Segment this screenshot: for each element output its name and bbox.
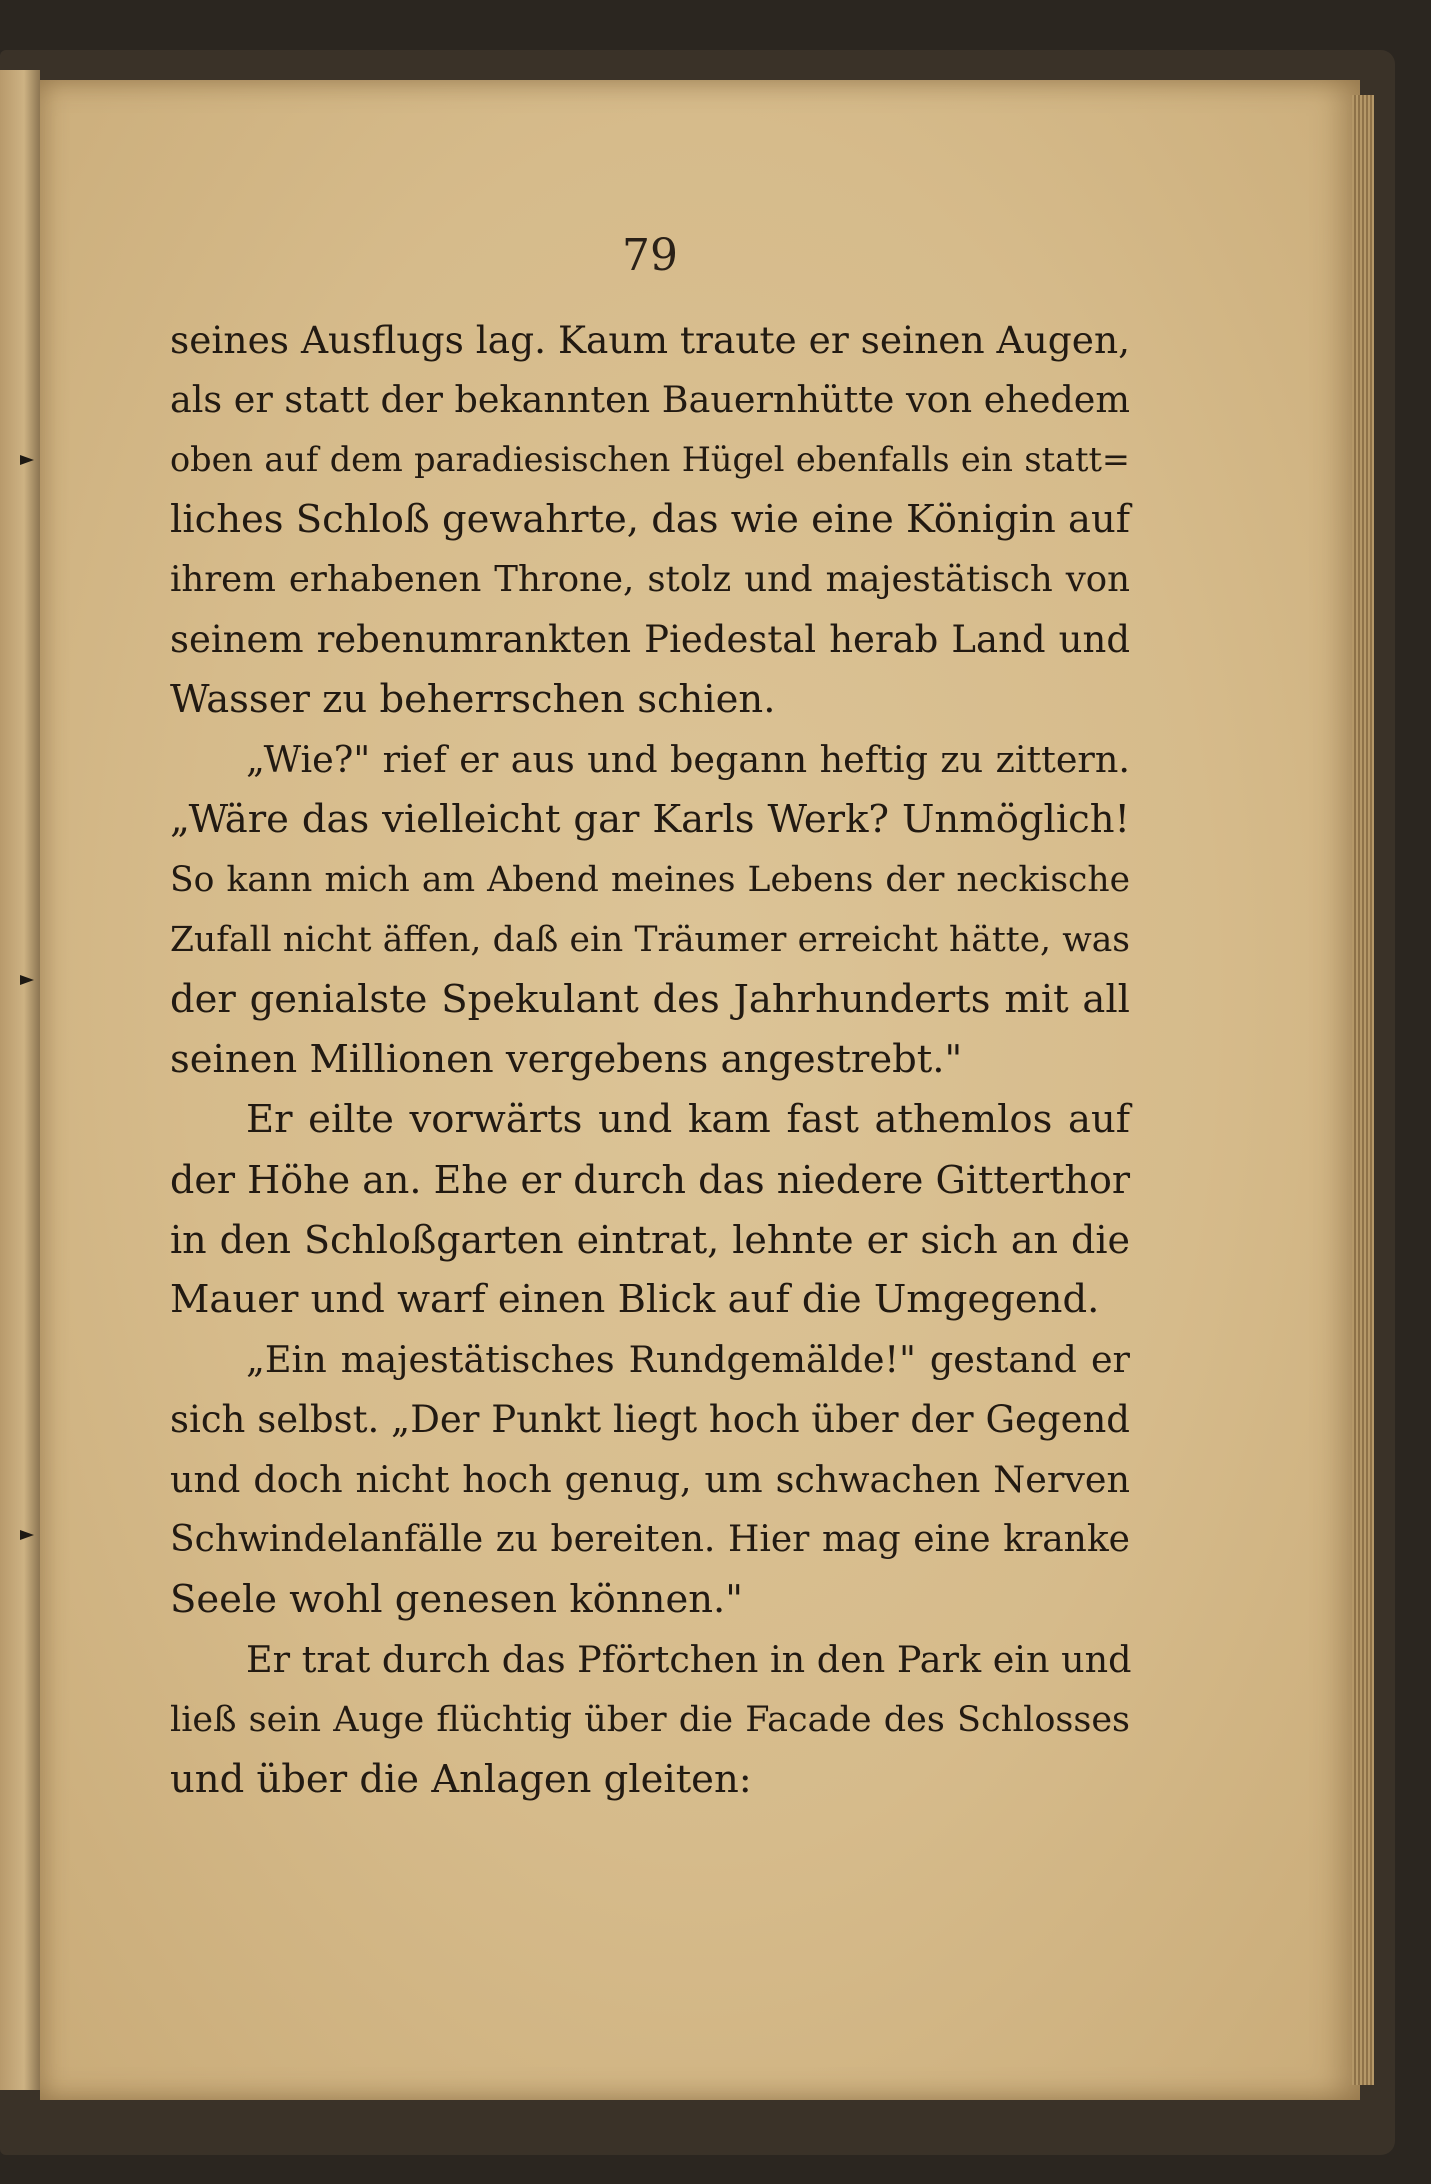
- text-line: Er trat durch das Pförtchen in den Park ein und: [246, 1638, 1132, 1681]
- text-line: seines Ausflugs lag. Kaum traute er seinen Augen,: [170, 318, 1131, 362]
- text-line: in den Schloßgarten eintrat, lehnte er sich an die: [170, 1218, 1130, 1262]
- text-line: sich selbst. „Der Punkt liegt hoch über der Gegend: [170, 1398, 1130, 1441]
- page-text: [170, 310, 1130, 1810]
- text-line: oben auf dem paradiesischen Hügel ebenfalls ein statt=: [170, 440, 1130, 479]
- text-line: als er statt der bekannten Bauernhütte von ehedem: [170, 378, 1130, 421]
- left-page-edge: [0, 70, 40, 2090]
- text-line: Er eilte vorwärts und kam fast athemlos auf: [246, 1097, 1130, 1142]
- text-line: „Ein majestätisches Rundgemälde!" gestand er: [246, 1338, 1130, 1381]
- text-line: ihrem erhabenen Throne, stolz und majestätisch von: [170, 559, 1130, 600]
- text-line: „Wie?" rief er aus und begann heftig zu zittern.: [246, 738, 1130, 781]
- text-line: der genialste Spekulant des Jahrhunderts mit all: [170, 977, 1130, 1022]
- text-line: „Wäre das vielleicht gar Karls Werk? Unmöglich!: [170, 797, 1130, 842]
- text-line: seinen Millionen vergebens angestrebt.": [170, 1037, 963, 1082]
- text-line: liches Schloß gewahrte, das wie eine Königin auf: [170, 497, 1131, 542]
- text-line: So kann mich am Abend meines Lebens der neckische: [170, 860, 1130, 900]
- text-line: Zufall nicht äffen, daß ein Träumer erreicht hätte, was: [170, 920, 1130, 960]
- text-line: Seele wohl genesen können.": [170, 1577, 743, 1622]
- text-line: Mauer und warf einen Blick auf die Umgegend.: [170, 1277, 1100, 1322]
- text-line: der Höhe an. Ehe er durch das niedere Gitterthor: [170, 1158, 1130, 1202]
- text-line: Schwindelanfälle zu bereiten. Hier mag eine kranke: [170, 1519, 1130, 1560]
- text-line: und doch nicht hoch genug, um schwachen Nerven: [170, 1458, 1130, 1501]
- text-line: und über die Anlagen gleiten:: [170, 1757, 752, 1802]
- text-line: Wasser zu beherrschen schien.: [170, 677, 776, 722]
- text-line: seinem rebenumrankten Piedestal herab Land und: [170, 618, 1130, 661]
- page-number: 79: [622, 230, 678, 281]
- page-stack-edge: [1352, 95, 1374, 2085]
- text-line: ließ sein Auge flüchtig über die Facade des Schlosses: [170, 1700, 1130, 1740]
